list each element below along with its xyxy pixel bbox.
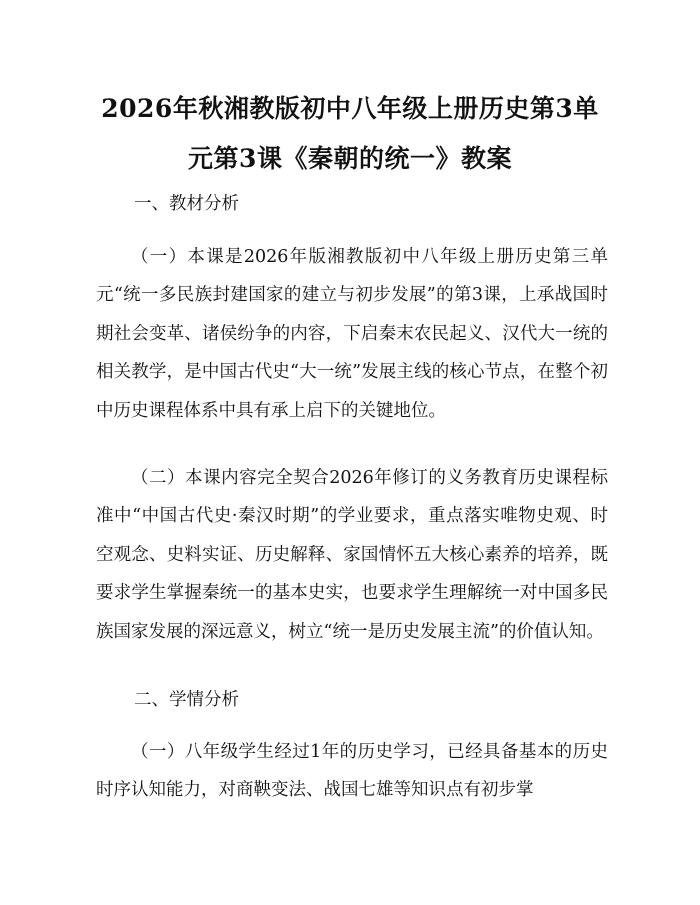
paragraph-student-analysis-1: （一）八年级学生经过1年的历史学习，已经具备基本的历史时序认知能力，对商鞅变法、战国七雄等知识点有初步掌 xyxy=(96,742,608,801)
section-heading-textbook-analysis: 一、教材分析 xyxy=(134,194,239,214)
paragraph-textbook-analysis-1: （一）本课是2026年版湘教版初中八年级上册历史第三单元“统一多民族封建国家的建立与初步发展”的第3课，上承战国时期社会变革、诸侯纷争的内容，下启秦末农民起义、汉代大一统的相关教学，是中国古代史“大一统”发展主线的核心节点，在整个初中历史课程体系中具有承上启下的关键地位。 xyxy=(96,247,608,421)
document-title: 2026年秋湘教版初中八年级上册历史第3单元第3课《秦朝的统一》教案 xyxy=(101,94,599,173)
section-heading-student-analysis: 二、学情分析 xyxy=(134,690,239,710)
paragraph-textbook-analysis-2: （二）本课内容完全契合2026年修订的义务教育历史课程标准中“中国古代史·秦汉时期”的学业要求，重点落实唯物史观、时空观念、史料实证、历史解释、家国情怀五大核心素养的培养，既要求学生掌握秦统一的基本史实，也要求学生理解统一对中国多民族国家发展的深远意义，树立“统一是历史发展主流”的价值认知。 xyxy=(96,468,608,642)
